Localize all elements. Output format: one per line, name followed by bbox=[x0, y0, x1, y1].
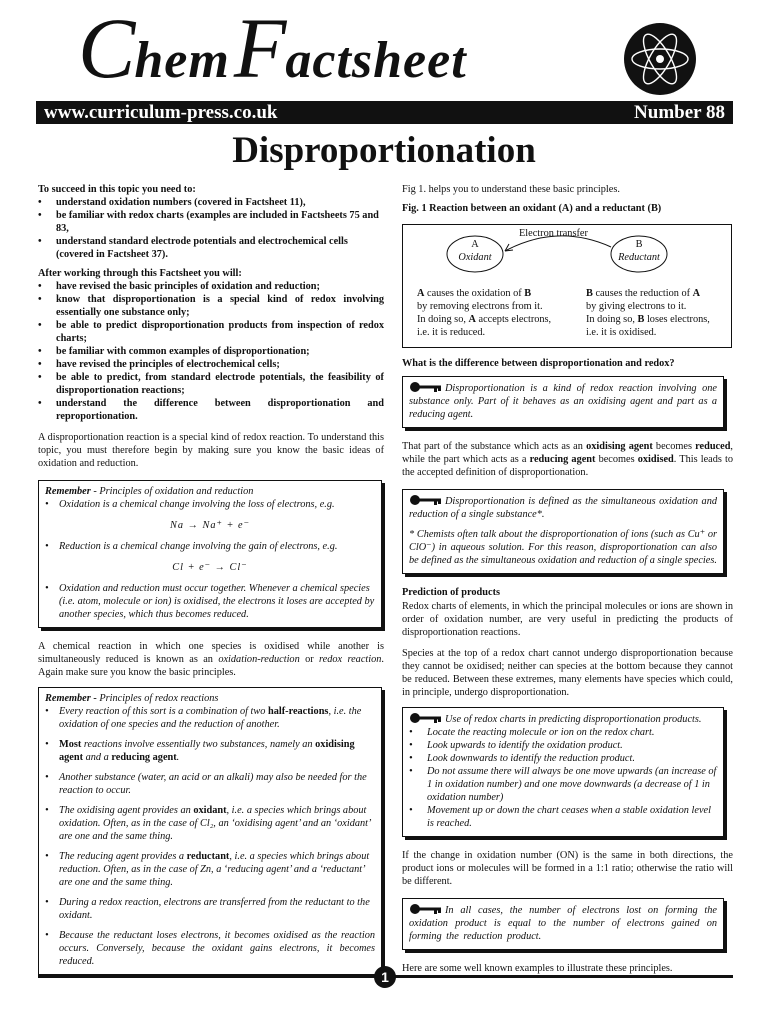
brand-letter-c: C bbox=[78, 0, 135, 96]
reductant-description: B causes the reduction of A by giving electrons to it. In doing so, B loses electrons, i.e. it is oxidised. bbox=[586, 288, 710, 338]
list-item: • Do not assume there will always be one move upwards (an increase of 1 in oxidation number) and one move downwards (a decrease of 1 in oxidation number) bbox=[409, 765, 717, 804]
key-point-box-1 bbox=[402, 376, 724, 428]
list-item: • have revised the principles of electrochemical cells; bbox=[38, 358, 384, 371]
list-item: • have revised the basic principles of oxidation and reduction; bbox=[38, 280, 384, 293]
list-item: • Most reactions involve essentially two substances, namely an oxidising agent and a reducing agent. bbox=[45, 738, 375, 764]
brand-word-actsheet: actsheet bbox=[285, 32, 467, 89]
box-list bbox=[45, 705, 375, 968]
box-heading-text: Principles of redox reactions bbox=[96, 693, 219, 704]
website-link[interactable]: www.curriculum-press.co.uk bbox=[44, 102, 278, 123]
figure-intro: Fig 1. helps you to understand these basic principles. bbox=[402, 184, 620, 195]
reductant-label: Reductant bbox=[618, 252, 660, 263]
left-column bbox=[38, 183, 384, 975]
key-point-box-3 bbox=[402, 707, 724, 837]
remember-box-redox bbox=[38, 687, 382, 975]
key-icon bbox=[409, 381, 443, 393]
list-item: • Movement up or down the chart ceases when a stable oxidation level is reached. bbox=[409, 804, 717, 830]
oxidant-letter: A bbox=[471, 239, 479, 250]
list-item: • know that disproportionation is a special kind of redox involving essentially one substance only; bbox=[38, 293, 384, 319]
key-point-text: Disproportionation is defined as the simultaneous oxidation and reduction of a single substance*. bbox=[409, 496, 717, 520]
key-point-text: In all cases, the number of electrons lost on forming the oxidation product is equal to the number of electrons gained on forming the reduction product. bbox=[409, 905, 717, 942]
redox-definition-paragraph: A chemical reaction in which one species is oxidised while another is simultaneously reduced is known as an oxidation-reduction or redox reaction. Again make sure you know the basic principles. bbox=[38, 641, 384, 678]
redox-chart-paragraph: Species at the top of a redox chart cannot undergo disproportionation because they cannot be oxidised; neither can species at the bottom because they cannot be reduced. Between these extremes, many elements have species which could, in principle, undergo disproportionation. bbox=[402, 648, 733, 698]
list-item: • be able to predict, from standard electrode potentials, the feasibility of disproportionation reactions; bbox=[38, 371, 384, 397]
list-item: • be familiar with common examples of disproportionation; bbox=[38, 345, 384, 358]
prerequisites-heading: To succeed in this topic you need to: bbox=[38, 184, 196, 195]
reductant-letter: B bbox=[635, 239, 643, 250]
brand-word-hem: hem bbox=[134, 32, 230, 89]
footnote-text: * Chemists often talk about the disproportionation of ions (such as Cu⁺ or ClO⁻) in aqueous solution. For this reason, disproportionation can also be defined as the simultaneous oxidation and reduction of a single species. bbox=[409, 529, 717, 566]
list-item: • During a redox reaction, electrons are transferred from the reductant to the oxidant. bbox=[45, 896, 375, 922]
figure-1 bbox=[402, 224, 732, 348]
prediction-paragraph: Redox charts of elements, in which the principal molecules or ions are shown in order of oxidation number, are very useful in predicting the products of disproportionation reactions. bbox=[402, 601, 733, 638]
key-point-box-4 bbox=[402, 898, 724, 950]
key-point-text: Use of redox charts in predicting disproportionation products. bbox=[445, 714, 702, 725]
list-item: • Look downwards to identify the reduction product. bbox=[409, 752, 717, 765]
oxidant-description: A causes the oxidation of B by removing electrons from it. In doing so, A accepts electrons, i.e. it is reduced. bbox=[417, 288, 552, 338]
ratio-paragraph: If the change in oxidation number (ON) is the same in both directions, the product ions or molecules will be formed in a 1:1 ratio; otherwise the ratio will be different. bbox=[402, 850, 733, 887]
list-item: • be able to predict disproportionation products from inspection of redox charts; bbox=[38, 319, 384, 345]
box-list bbox=[45, 582, 375, 621]
header-bar bbox=[36, 101, 733, 124]
box-list bbox=[45, 498, 375, 511]
list-item: • Reduction is a chemical change involving the gain of electrons, e.g. bbox=[45, 540, 375, 553]
list-item: • Oxidation is a chemical change involving the loss of electrons, e.g. bbox=[45, 498, 375, 511]
figure-caption: Fig. 1 Reaction between an oxidant (A) and a reductant (B) bbox=[402, 203, 662, 214]
outcomes-heading: After working through this Factsheet you will: bbox=[38, 268, 242, 279]
box-heading-label: Remember - bbox=[45, 693, 97, 704]
box-list bbox=[45, 540, 375, 553]
electron-transfer-label: Electron transfer bbox=[519, 228, 588, 239]
key-icon bbox=[409, 494, 443, 506]
list-item: • Locate the reacting molecule or ion on the redox chart. bbox=[409, 726, 717, 739]
page-title: Disproportionation bbox=[232, 130, 536, 171]
equation-oxidation: Na → Na⁺ + e⁻ bbox=[169, 520, 250, 531]
outcomes-list bbox=[38, 280, 384, 423]
oxidant-label: Oxidant bbox=[458, 252, 492, 263]
list-item: • Every reaction of this sort is a combination of two half-reactions, i.e. the oxidation of one species and the reduction of another. bbox=[45, 705, 375, 731]
box-heading-text: - Principles of oxidation and reduction bbox=[90, 486, 254, 497]
brand-letter-f: F bbox=[233, 0, 286, 96]
list-item: • understand oxidation numbers (covered in Factsheet 11), bbox=[38, 196, 384, 209]
list-item: • The oxidising agent provides an oxidant, i.e. a species which brings about oxidation. Often, as in the case of Cl₂, an ‘oxidising agent’ and an ‘oxidant’ are one and the same thing. bbox=[45, 804, 375, 843]
list-item: • The reducing agent provides a reductant, i.e. a species which brings about reduction. Often, as in the case of Zn, a ‘reducing agent’ and a ‘reductant’ are one and the same thing. bbox=[45, 850, 375, 889]
list-item: • understand the difference between disproportionation and reproportionation. bbox=[38, 397, 384, 423]
box-heading-label: Remember bbox=[45, 486, 91, 497]
key-point-box-2 bbox=[402, 489, 724, 574]
list-item: • Look upwards to identify the oxidation product. bbox=[409, 739, 717, 752]
list-item: • Oxidation and reduction must occur together. Whenever a chemical species (i.e. atom, molecule or ion) is oxidised, the electrons it loses are accepted by another species, which thus becomes reduced. bbox=[45, 582, 375, 621]
page-number: 1 bbox=[374, 966, 396, 988]
list-item: • be familiar with redox charts (examples are included in Factsheets 75 and 83, bbox=[38, 209, 384, 235]
intro-paragraph: A disproportionation reaction is a special kind of redox reaction. To understand this topic, you must therefore begin by making sure you know the basic ideas of oxidation and reduction. bbox=[38, 432, 384, 469]
issue-number: Number 88 bbox=[634, 102, 725, 123]
equation-reduction: Cl + e⁻ → Cl⁻ bbox=[172, 562, 248, 573]
key-icon bbox=[409, 712, 443, 724]
key-icon bbox=[409, 903, 443, 915]
list-item: • understand standard electrode potentials and electrochemical cells (covered in Factsheet 37). bbox=[38, 235, 384, 261]
list-item: • Because the reductant loses electrons, it becomes oxidised as the reaction occurs. Conversely, because the oxidant gains electrons, it becomes reduced. bbox=[45, 929, 375, 968]
section-heading-difference: What is the difference between disproportionation and redox? bbox=[402, 358, 675, 369]
agent-paragraph: That part of the substance which acts as an oxidising agent becomes reduced, while the part which acts as a reducing agent becomes oxidised. This leads to the accepted definition of disproportionation. bbox=[402, 441, 733, 478]
atom-logo-icon bbox=[623, 22, 697, 96]
examples-intro: Here are some well known examples to illustrate these principles. bbox=[402, 963, 673, 974]
steps-list bbox=[409, 726, 717, 830]
right-column bbox=[402, 183, 733, 975]
key-point-text: Disproportionation is a kind of redox reaction involving one substance only. Part of it behaves as an oxidising agent and part as a reducing agent. bbox=[409, 383, 717, 420]
remember-box-oxidation bbox=[38, 480, 382, 628]
section-heading-prediction: Prediction of products bbox=[402, 587, 501, 598]
prerequisites-list bbox=[38, 196, 384, 261]
brand-wordmark bbox=[78, 0, 467, 96]
list-item: • Another substance (water, an acid or an alkali) may also be needed for the reaction to occur. bbox=[45, 771, 375, 797]
